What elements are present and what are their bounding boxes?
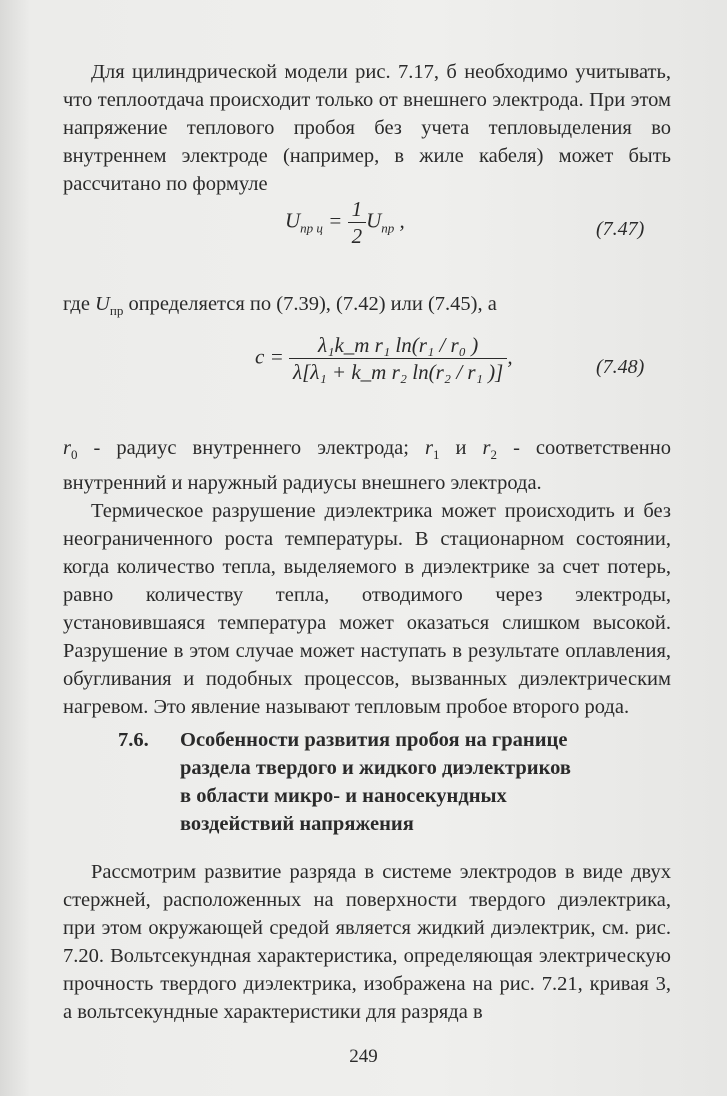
page-number: 249 bbox=[349, 1046, 378, 1067]
section-title bbox=[180, 726, 680, 838]
equation-number-7-48: (7.48) bbox=[596, 356, 645, 378]
formula-rhs-sub: пр bbox=[381, 220, 395, 236]
formula-equals: = bbox=[322, 208, 348, 233]
text: - радиус внутреннего электрода; bbox=[77, 437, 426, 459]
paragraph-cylindrical-model bbox=[63, 58, 671, 198]
formula-fraction bbox=[348, 196, 367, 249]
text-suffix: определяется по (7.39), (7.42) или (7.45), а bbox=[123, 293, 497, 315]
formula-fraction bbox=[289, 332, 507, 385]
paragraph-radii-and-thermal bbox=[63, 434, 671, 721]
section-title-line: воздействий напряжения bbox=[180, 813, 414, 835]
fraction-denominator: λ[λ₁ + k_т r₂ ln(r₂ / r₁ )] bbox=[293, 360, 504, 384]
var-r2-sub: 2 bbox=[490, 447, 498, 463]
equation-number-7-47: (7.47) bbox=[596, 218, 645, 240]
formula-7-47 bbox=[285, 196, 405, 260]
var-r2: r bbox=[482, 437, 491, 459]
formula-lhs: c bbox=[255, 344, 265, 369]
paragraph-discharge bbox=[63, 858, 671, 1026]
formula-equals: = bbox=[264, 344, 289, 369]
text-prefix: где bbox=[63, 293, 96, 315]
paragraph-text: Рассмотрим развитие разряда в системе электродов в виде двух стержней, расположенных на поверхности твердого диэлектрика, при этом окружающей средой является жидкий диэлектрик, см. рис. 7.20. Вольтсекундная характеристика, определяющая электрическую прочность твердого диэлектрика, изображена на рис. 7.21, кривая 3, а вольтсекундные характеристики для разряда в bbox=[63, 861, 671, 1023]
formula-tail: , bbox=[394, 208, 405, 233]
section-title-line: раздела твердого и жидкого диэлектриков bbox=[180, 757, 571, 779]
paragraph-thermal-breakdown: Термическое разрушение диэлектрика может происходить и без неограниченного роста температуры. В стационарном состоянии, когда количество тепла, выделяемого в диэлектрике за счет потерь, равно количеству тепла, отводимого через электроды, установившаяся температура может оказаться слишком высокой. Разрушение в этом случае может наступать в результате оплавления, обугливания и подобных процессов, вызванных диэлектрическим нагревом. Это явление называют тепловым пробое второго рода. bbox=[63, 500, 671, 719]
fraction-numerator: 1 bbox=[348, 196, 367, 223]
formula-lhs-sub: пр ц bbox=[300, 220, 323, 236]
var-r0: r bbox=[63, 437, 71, 459]
fraction-numerator: λ₁k_т r₁ ln(r₁ / r₀ ) bbox=[289, 332, 507, 359]
section-title-line: Особенности развития пробоя на границе bbox=[180, 729, 568, 751]
var-r0-sub: 0 bbox=[70, 447, 78, 463]
paragraph-text bbox=[63, 290, 671, 325]
section-title-line: в области микро- и наносекундных bbox=[180, 785, 507, 807]
paragraph-radii bbox=[63, 434, 671, 497]
formula-rhs: U bbox=[366, 208, 382, 233]
var-u: U bbox=[95, 293, 110, 315]
text: и bbox=[439, 437, 483, 459]
paragraph-where-u bbox=[63, 290, 671, 325]
formula-lhs: U bbox=[285, 208, 301, 233]
var-r1-sub: 1 bbox=[433, 447, 440, 463]
var-r1: r bbox=[425, 437, 433, 459]
paragraph-text: Для цилиндрической модели рис. 7.17, б необходимо учитывать, что теплоотдача происходит только от внешнего электрода. При этом напряжение теплового пробоя без учета тепловыделения во внутреннем электроде (например, в жиле кабеля) может быть рассчитано по формуле bbox=[63, 61, 671, 195]
fraction-denominator: 2 bbox=[351, 224, 363, 248]
section-number: 7.6. bbox=[118, 729, 149, 751]
formula-tail: , bbox=[507, 344, 513, 369]
formula-7-48 bbox=[255, 332, 513, 404]
text: - соответственно внутренний и наружный радиусы внешнего электрода. bbox=[63, 437, 671, 495]
var-u-sub: пр bbox=[109, 303, 124, 319]
